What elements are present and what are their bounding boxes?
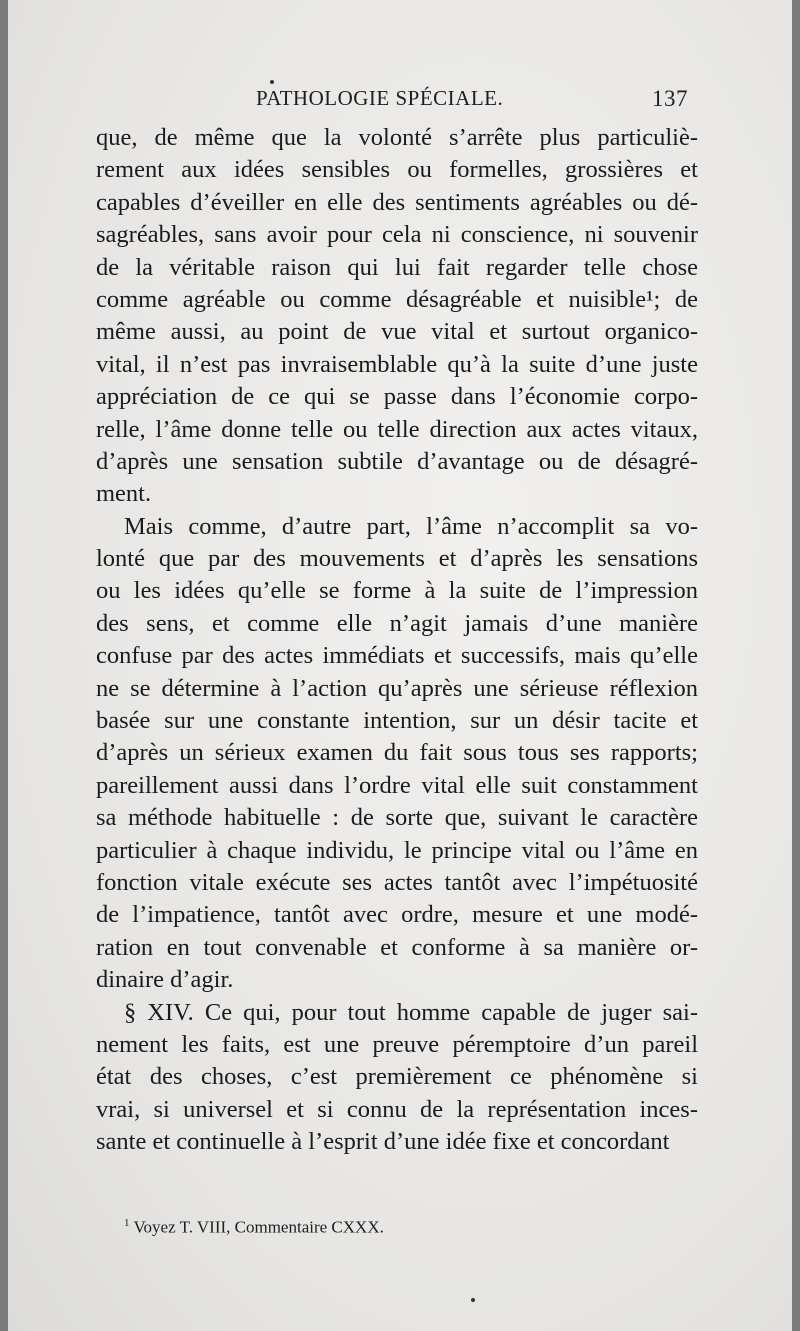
text-line: lonté que par des mouvements et d’après les sensations (96, 545, 698, 573)
book-page (8, 0, 792, 1331)
text-line: de la véritable raison qui lui fait regarder telle chose (96, 253, 698, 281)
text-line: de l’impatience, tantôt avec ordre, mesure et une modé- (96, 901, 698, 929)
running-title: PATHOLOGIE SPÉCIALE. (256, 86, 504, 110)
footnote-text: Voyez T. VIII, Commentaire CXXX. (133, 1217, 384, 1237)
text-line: vrai, si universel et si connu de la représentation inces- (96, 1095, 698, 1123)
text-line: que, de même que la volonté s’arrête plus particuliè- (96, 124, 698, 151)
text-line: d’après une sensation subtile d’avantage ou de désagré- (96, 447, 698, 475)
text-line: dinaire d’agir. (96, 966, 234, 994)
text-line: basée sur une constante intention, sur un désir tacite et (96, 707, 698, 735)
text-line: § XIV. Ce qui, pour tout homme capable de juger sai- (124, 998, 698, 1026)
text-line: sagréables, sans avoir pour cela ni conscience, ni souvenir (96, 221, 698, 249)
text-line: sante et continuelle à l’esprit d’une idée fixe et concordant (96, 1128, 670, 1156)
page-header (256, 86, 688, 116)
text-line: ne se détermine à l’action qu’après une sérieuse réflexion (96, 674, 698, 702)
ink-speck (471, 1298, 475, 1302)
text-line: Mais comme, d’autre part, l’âme n’accomplit sa vo- (124, 512, 698, 540)
text-line: sa méthode habituelle : de sorte que, suivant le caractère (96, 804, 698, 832)
text-line: fonction vitale exécute ses actes tantôt avec l’impétuosité (96, 868, 698, 896)
text-line: ment. (96, 480, 152, 508)
text-line: ou les idées qu’elle se forme à la suite de l’impression (96, 577, 698, 605)
body-text (96, 122, 698, 1159)
text-line: capables d’éveiller en elle des sentiments agréables ou dé- (96, 188, 698, 216)
text-line: des sens, et comme elle n’agit jamais d’une manière (96, 609, 698, 637)
footnote-marker: 1 (124, 1217, 130, 1229)
text-line: nement les faits, est une preuve péremptoire d’un pareil (96, 1030, 698, 1058)
text-line: comme agréable ou comme désagréable et nuisible¹; de (96, 285, 698, 313)
footnote (124, 1217, 384, 1238)
page-number: 137 (652, 86, 688, 111)
text-line: rement aux idées sensibles ou formelles, grossières et (96, 156, 698, 184)
text-line: état des choses, c’est premièrement ce phénomène si (96, 1063, 698, 1091)
text-line: ration en tout convenable et conforme à sa manière or- (96, 933, 698, 961)
text-line: même aussi, au point de vue vital et surtout organico- (96, 318, 698, 346)
text-line: appréciation de ce qui se passe dans l’économie corpo- (96, 383, 698, 411)
ink-speck (270, 80, 274, 84)
text-line: confuse par des actes immédiats et successifs, mais qu’elle (96, 642, 698, 670)
text-line: relle, l’âme donne telle ou telle direction aux actes vitaux, (96, 415, 698, 443)
text-line: vital, il n’est pas invraisemblable qu’à la suite d’une juste (96, 350, 698, 378)
text-line: d’après un sérieux examen du fait sous tous ses rapports; (96, 739, 698, 767)
text-line: pareillement aussi dans l’ordre vital elle suit constamment (96, 771, 698, 799)
text-line: particulier à chaque individu, le principe vital ou l’âme en (96, 836, 698, 864)
